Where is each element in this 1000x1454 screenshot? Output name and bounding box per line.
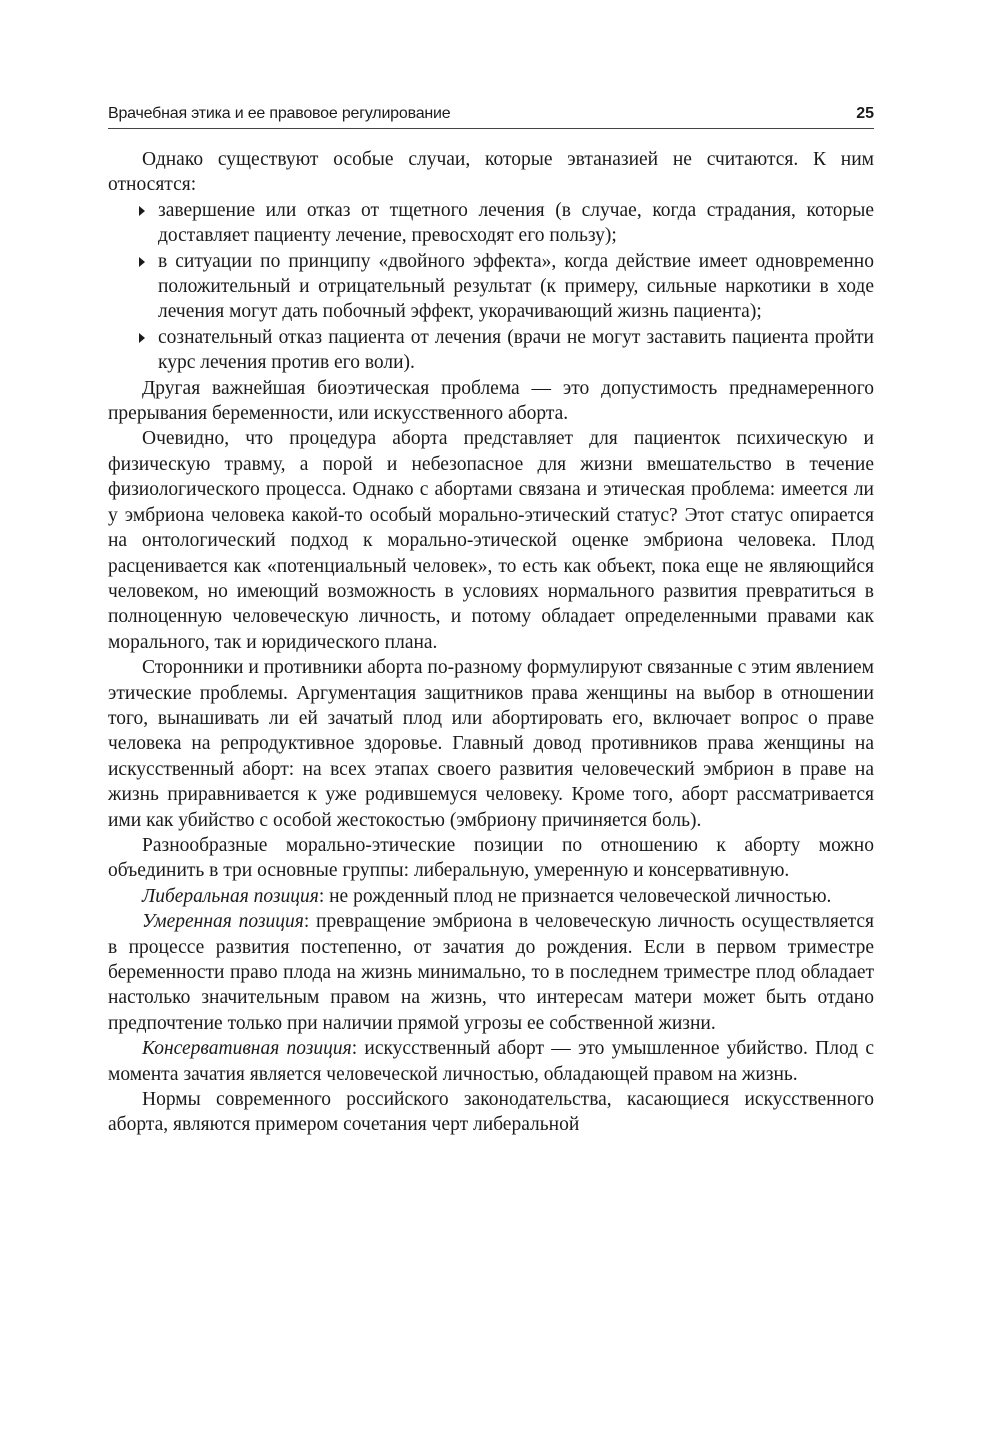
exceptions-list xyxy=(108,198,874,376)
moderate-position-paragraph xyxy=(108,909,874,1036)
liberal-position-paragraph xyxy=(108,884,874,909)
running-title: Врачебная этика и ее правовое регулирование xyxy=(108,105,451,122)
paragraph: Разнообразные морально-этические позиции по отношению к аборту можно объединить в три основные группы: либеральную, умеренную и консервативную. xyxy=(108,834,874,882)
intro-paragraph: Однако существуют особые случаи, которые эвтаназией не считаются. К ним относятся: xyxy=(108,149,874,196)
position-term: Либеральная позиция xyxy=(142,885,319,907)
page-number: 25 xyxy=(856,105,874,122)
paragraph: Сторонники и противники аборта по-разному формулируют связанные с этим явлением этические проблемы. Аргументация защитников права женщины на выбор в отношении того, вынашивать ли ей зачатый плод или абортировать его, включает вопрос о праве человека на репродуктивное здоровье. Главный довод противников права женщины на искусственный аборт: на всех этапах своего развития человеческий эмбрион в праве на жизнь приравнивается к уже родившемуся человеку. Кроме того, аборт рассматривается ими как убийство с особой жестокостью (эмбриону причиняется боль). xyxy=(108,657,874,831)
list-item-text: сознательный отказ пациента от лечения (врачи не могут заставить пациента пройти курс лечения против его воли). xyxy=(158,326,874,374)
running-header xyxy=(108,104,874,129)
triangle-bullet-icon xyxy=(139,206,145,216)
position-text: : искусственный аборт — это умышленное убийство. Плод с момента зачатия является человеческой личностью, обладающей правом на жизнь. xyxy=(108,1038,874,1085)
list-item xyxy=(158,249,874,325)
book-page xyxy=(108,104,874,1138)
body-text xyxy=(108,147,874,1138)
conservative-position-paragraph xyxy=(108,1036,874,1087)
position-text: : превращение эмбриона в человеческую личность осуществляется в процессе развития постепенно, от зачатия до рождения. Если в первом триместре беременности право плода на жизнь минимально, то в последнем триместре плод обладает настолько значительным правом на жизнь, что интересам матери может быть отдано предпочтение только при наличии прямой угрозы ее собственной жизни. xyxy=(108,911,874,1034)
paragraph: Очевидно, что процедура аборта представляет для пациенток психическую и физическую травму, а порой и небезопасное для жизни вмешательство в течение физиологического процесса. Однако с абортами связана и этическая проблема: имеется ли у эмбриона человека какой-то особый морально-этический статус? Этот статус опирается на онтологический подход к морально-этической оценке эмбриона человека. Плод расценивается как «потенциальный человек», то есть как объект, пока еще не являющийся человеком, но имеющий возможность в условиях нормального развития превратиться в полноценную человеческую личность, и потому обладает определенными правами как морального, так и юридического плана. xyxy=(108,428,874,653)
list-item xyxy=(158,198,874,249)
paragraph: Другая важнейшая биоэтическая проблема — это допустимость преднамеренного прерывания беременности, или искусственного аборта. xyxy=(108,377,874,425)
triangle-bullet-icon xyxy=(139,257,145,267)
position-term: Умеренная позиция xyxy=(142,911,304,933)
paragraph: Нормы современного российского законодательства, касающиеся искусственного аборта, являются примером сочетания черт либеральной xyxy=(108,1089,874,1136)
triangle-bullet-icon xyxy=(139,333,145,343)
position-term: Консервативная позиция xyxy=(142,1038,352,1060)
list-item xyxy=(158,325,874,376)
position-text: : не рожденный плод не признается человеческой личностью. xyxy=(318,885,832,907)
list-item-text: завершение или отказ от тщетного лечения (в случае, когда страдания, которые доставляет пациенту лечение, превосходят его пользу); xyxy=(158,199,874,247)
list-item-text: в ситуации по принципу «двойного эффекта», когда действие имеет одновременно положительный и отрицательный результат (к примеру, сильные наркотики в ходе лечения могут дать побочный эффект, укорачивающий жизнь пациента); xyxy=(158,250,874,323)
